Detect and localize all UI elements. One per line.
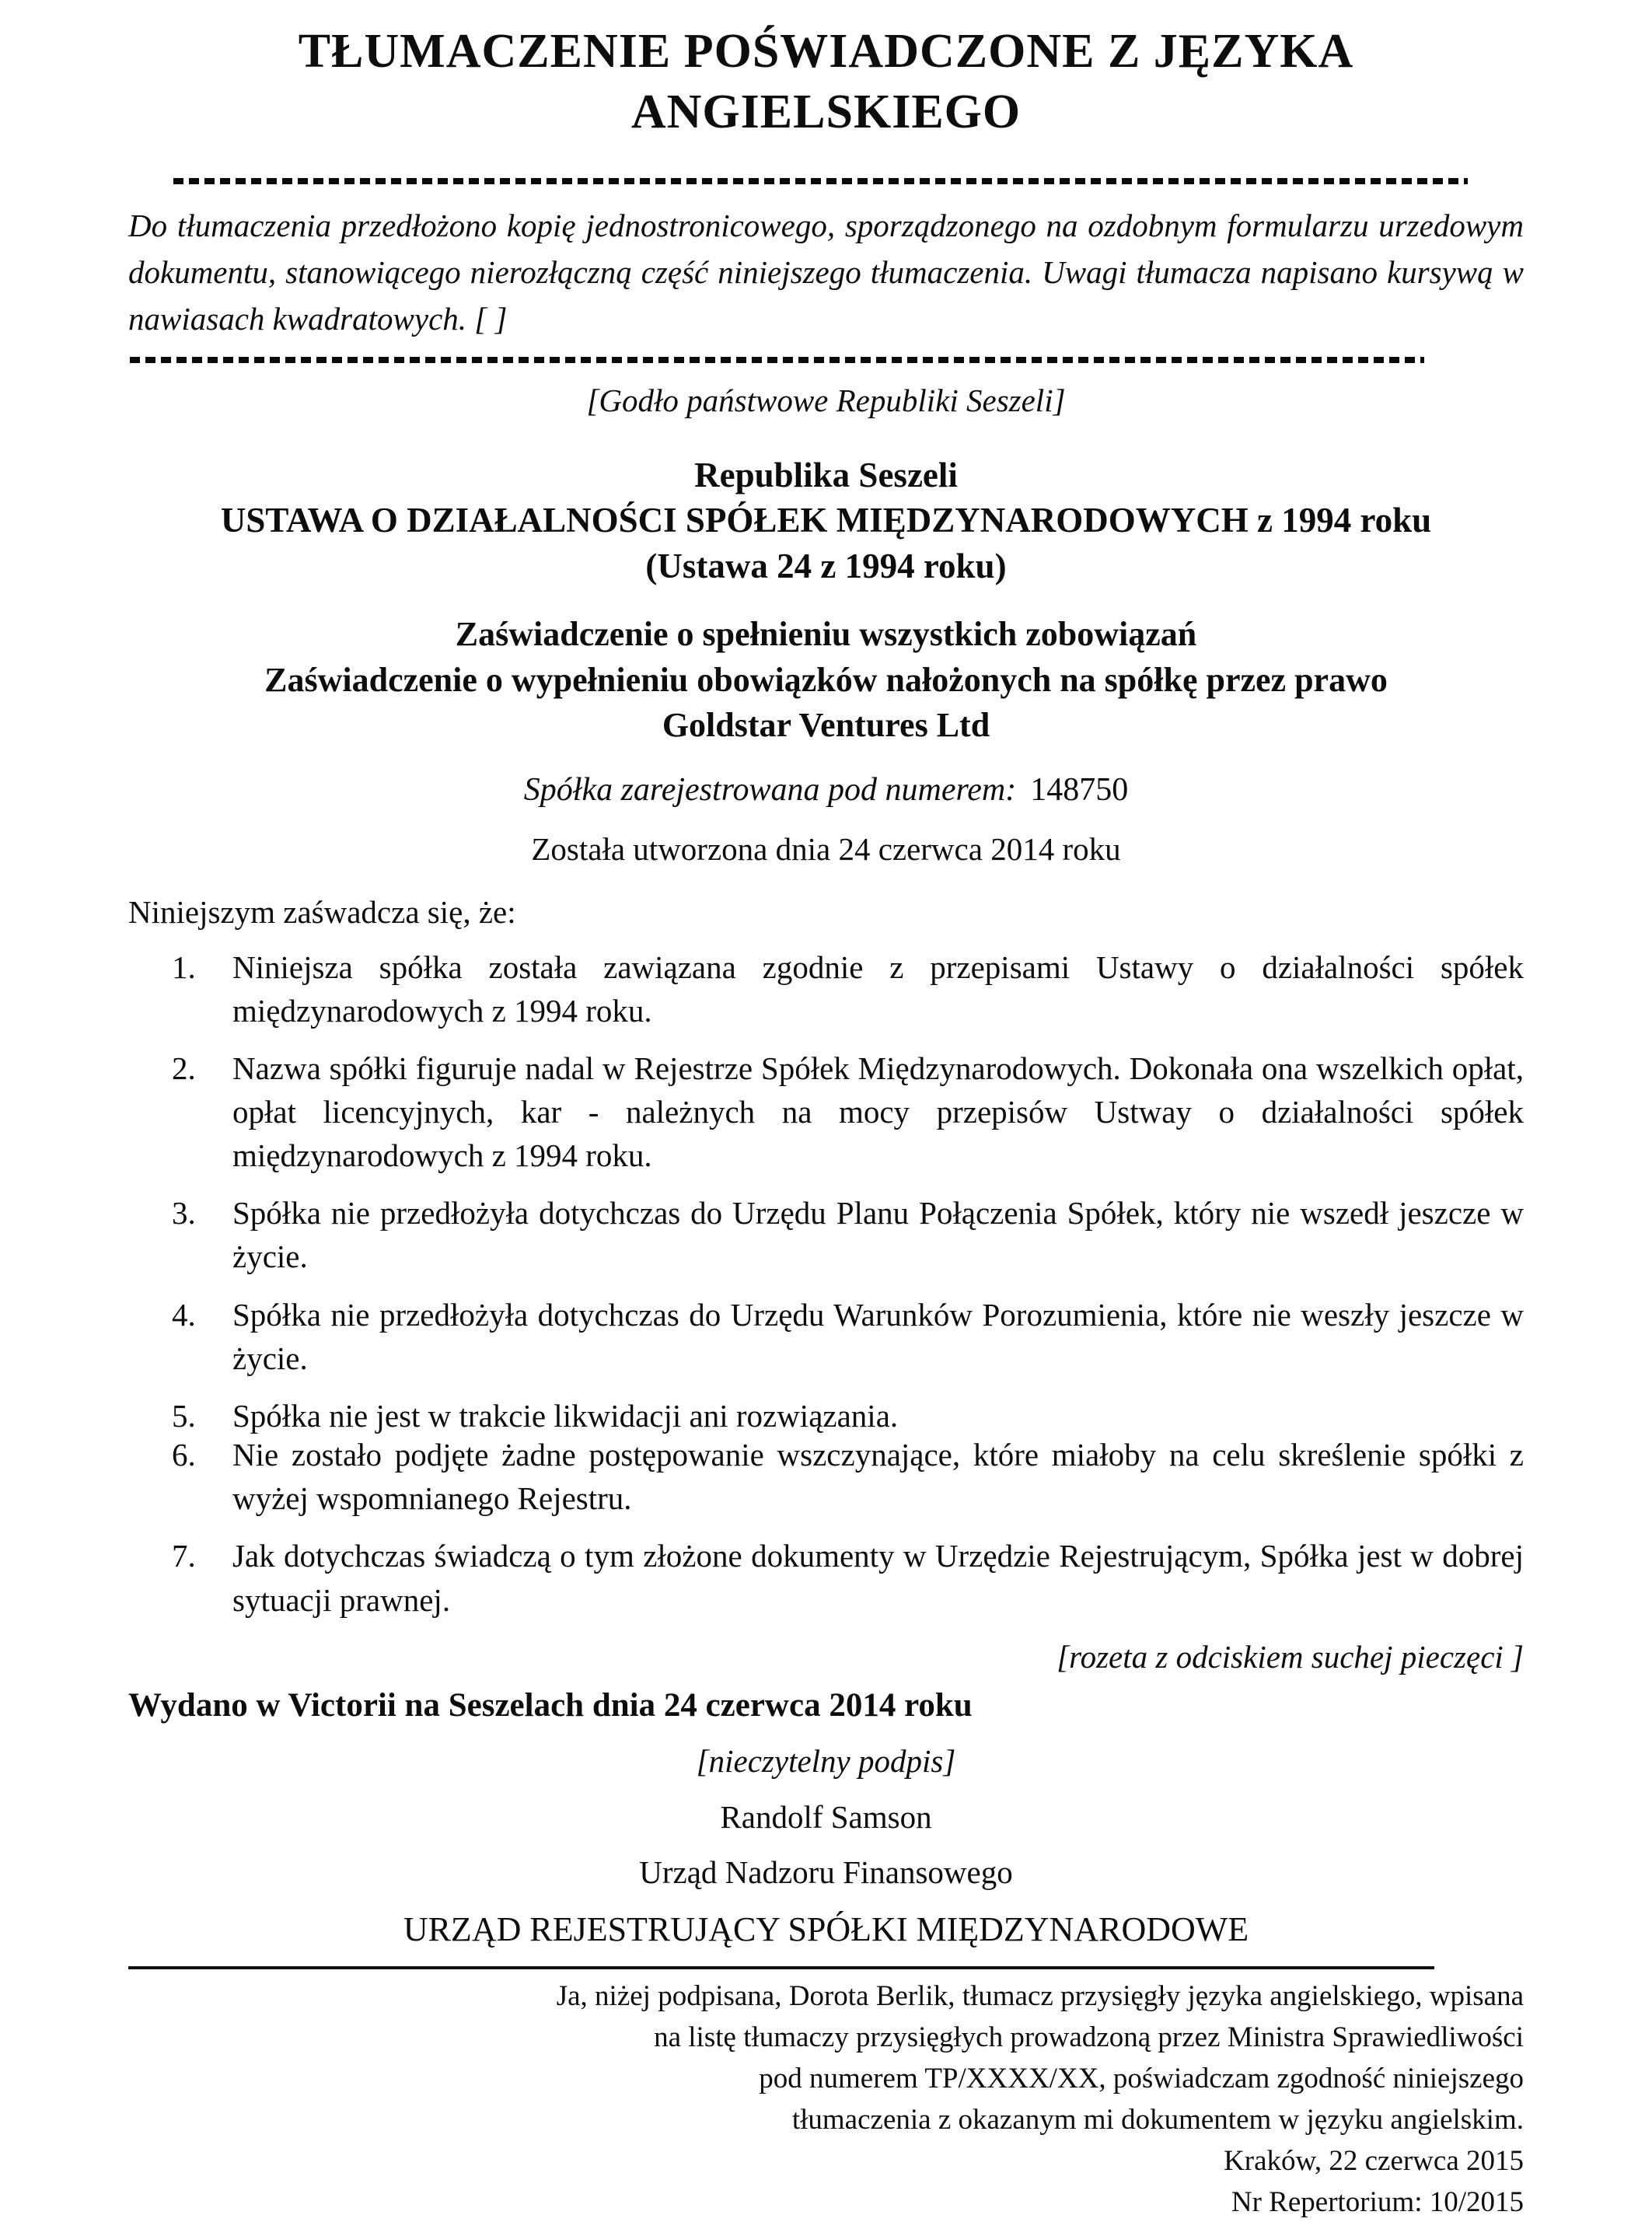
list-item-number: 4. [172, 1296, 196, 1333]
registrar-office-line: URZĄD REJESTRUJĄCY SPÓŁKI MIĘDZYNARODOWE [403, 1910, 1249, 1949]
translator-certification-line: tłumaczenia z okazanym mi dokumentem w języku angielskim. [791, 2103, 1524, 2136]
translator-certification-line: na listę tłumaczy przysięgłych prowadzoną przez Ministra Sprawiedliwości [654, 2021, 1524, 2053]
act-subtitle: (Ustawa 24 z 1994 roku) [645, 546, 1007, 585]
dashed-divider-top [173, 178, 1468, 184]
list-item-number: 6. [172, 1437, 196, 1473]
list-item-number: 3. [172, 1195, 196, 1232]
signatory-office: Urząd Nadzoru Finansowego [639, 1853, 1013, 1890]
illegible-signature-note: [nieczytelny podpis] [696, 1743, 956, 1780]
certify-intro-line: Niniejszym zaśwadcza się, że: [128, 893, 516, 930]
list-item-text: Nie zostało podjęte żadne postępowanie wszczynające, które miałoby na celu skreślenie spółki z wyżej wspomnianego Rejestru. [232, 1437, 1524, 1517]
certification-list [128, 945, 1524, 1622]
list-item [172, 1293, 1524, 1380]
list-item-text: Nazwa spółki figuruje nadal w Rejestrze Spółek Międzynarodowych. Dokonała ona wszelkich opłat, opłat licencyjnych, kar - należnych na mocy przepisów Ustway o działalności spółek międzynarodowych z 1994 roku. [232, 1050, 1524, 1174]
certificate-title-block [128, 612, 1524, 747]
registration-number: 148750 [1030, 771, 1129, 808]
list-item-number: 5. [172, 1397, 196, 1434]
page-title: TŁUMACZENIE POŚWIADCZONE Z JĘZYKA ANGIELSKIEGO [298, 25, 1354, 138]
certificate-line-2: Zaświadczenie o wypełnieniu obowiązków nałożonych na spółkę przez prawo [264, 660, 1388, 699]
list-item [172, 1394, 1524, 1438]
translator-certification-block [128, 1977, 1524, 2222]
list-item-text: Jak dotychczas świadczą o tym złożone dokumenty w Urzędzie Rejestrującym, Spółka jest w dobrej sytuacji prawnej. [232, 1538, 1524, 1618]
list-item-text: Spółka nie przedłożyła dotychczas do Urzędu Planu Połączenia Spółek, który nie wszedł jeszcze w życie. [232, 1195, 1524, 1275]
state-emblem-note: [Godło państwowe Republiki Seszeli] [586, 382, 1066, 418]
republic-line: Republika Seszeli [694, 455, 958, 494]
list-item-number: 7. [172, 1538, 196, 1574]
registration-line [128, 768, 1524, 812]
translator-certification-repertorium: Nr Repertorium: 10/2015 [1231, 2185, 1524, 2218]
list-item-text: Spółka nie przedłożyła dotychczas do Urzędu Warunków Porozumienia, które nie weszły jeszcze w życie. [232, 1296, 1524, 1376]
translator-certification-line: Ja, niżej podpisana, Dorota Berlik, tłumacz przysięgły języka angielskiego, wpisana [556, 1979, 1524, 2012]
list-item-text: Niniejsza spółka została zawiązana zgodnie z przepisami Ustawy o działalności spółek międzynarodowych z 1994 roku. [232, 949, 1524, 1029]
dry-seal-note: [rozeta z odciskiem suchej pieczęci ] [1057, 1638, 1524, 1675]
list-item [172, 945, 1524, 1032]
list-item-number: 1. [172, 949, 196, 985]
document-heading-block [128, 452, 1524, 589]
translator-intro-paragraph: Do tłumaczenia przedłożono kopię jednostronicowego, sporządzonego na ozdobnym formularzu urzedowym dokumentu, stanowiącego nierozłączną część niniejszego tłumaczenia. Uwagi tłumacza napisano kursywą w nawiasach kwadratowych. [ ] [128, 208, 1524, 337]
act-title: USTAWA O DZIAŁALNOŚCI SPÓŁEK MIĘDZYNARODOWYCH z 1994 roku [220, 501, 1432, 540]
footer-separator-line [128, 1966, 1434, 1969]
incorporation-line: Została utworzona dnia 24 czerwca 2014 roku [531, 831, 1121, 868]
list-item [172, 1433, 1524, 1520]
signatory-name: Randolf Samson [720, 1798, 932, 1835]
translator-certification-date: Kraków, 22 czerwca 2015 [1224, 2144, 1524, 2177]
list-item-number: 2. [172, 1050, 196, 1086]
list-item [172, 1191, 1524, 1278]
company-name: Goldstar Ventures Ltd [662, 705, 990, 744]
dashed-divider-bottom [130, 357, 1424, 363]
list-item [172, 1046, 1524, 1177]
list-item [172, 1534, 1524, 1621]
registration-label: Spółka zarejestrowana pod numerem: [523, 771, 1017, 808]
translator-certification-line: pod numerem TP/XXXX/XX, poświadczam zgodność niniejszego [759, 2062, 1524, 2094]
list-item-text: Spółka nie jest w trakcie likwidacji ani rozwiązania. [232, 1397, 899, 1434]
issued-line: Wydano w Victorii na Seszelach dnia 24 czerwca 2014 roku [128, 1687, 973, 1724]
certificate-line-1: Zaświadczenie o spełnieniu wszystkich zobowiązań [455, 615, 1197, 654]
